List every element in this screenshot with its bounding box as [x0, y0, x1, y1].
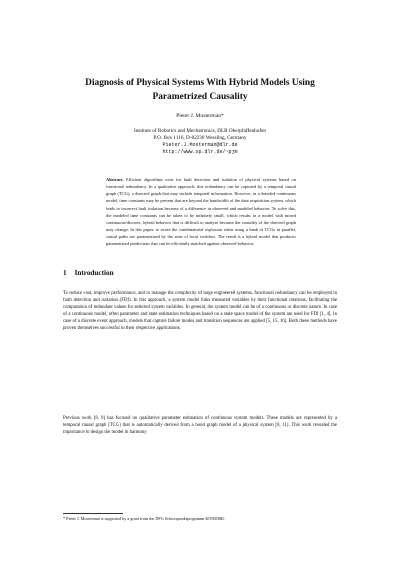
author-email: Pieter.J.Mosterman@dlr.de — [162, 142, 238, 148]
author-name: Pieter J. Mosterman* — [176, 113, 224, 119]
abstract-text: Efficient algorithms exist for fault detection and isolation of physical systems based on functional redundancy. In a qualitative approach, this redundancy can be captured by a temporal causal graph (TCG), a directed graph that may include temporal information. However, in a detailed continuous model, time constants may be present that are beyond the bandwidth of the data acquisition system, which leads to incorrect fault isolation because of a difference in observed and modeled behavior. To solve this, the modeled time constants can be taken to be infinitely small, which results in a model with mixed continuous/discrete, hybrid behavior that is difficult to analyze because the causality of the directed graph may change. In this paper, to avoid the combinatorial explosion when using a bank of TCGs in parallel, causal paths are parametrized by the state of local switches. The result is a hybrid model that produces parametrized predictions that can be efficiently matched against observed behavior. — [106, 177, 296, 247]
section-heading — [63, 269, 343, 278]
author-url: http://www.op.dlr.de/~pjm — [162, 149, 238, 155]
affiliation-institute: Institute of Robotics and Mechatronics, DLR Oberpfaffenhofen — [133, 128, 266, 134]
section-title: Introduction — [74, 269, 114, 277]
paper-title: Diagnosis of Physical Systems With Hybrid Models Using Parametrized Causality — [85, 78, 315, 102]
affiliation-block — [70, 128, 330, 156]
section-number: 1 — [63, 269, 67, 277]
footnote-rule — [63, 513, 123, 514]
footnote: * Pieter J. Mosterman is supported by a grant from the DFG Schwerpunktprogramm KONDISK. — [63, 516, 226, 521]
abstract — [106, 176, 296, 248]
abstract-heading: Abstract. — [106, 177, 124, 182]
body-paragraph-1: To reduce cost, improve performance, and to manage the complexity of large engineered systems, functional redundancy can be employed in fault detection and isolation (FDI). In this approach, a system model links measured variables by their functional relations, facilitating the computation of redundant values for selected system variables. In general, the system model can be of a continuous or discrete nature. In case of a continuous model, often parameter and state estimation techniques based on a state space model of the system are used for FDI [1, 4]. In case of a discrete event approach, models that capture failure modes and transition sequences are applied [5, 15, 16]. Both these methods have proven themselves successful in their respective applications. — [63, 291, 337, 331]
body-paragraph-2: Previous work [8, 9] has focused on qualitative parameter estimation of continuous system models. These models are represented by a temporal causal graph (TCG) that is automatically derived from a bond graph model of a physical system [8, 11]. This work revealed the importance to design the model in harmony — [63, 416, 337, 435]
affiliation-address: P.O. Box 1116, D-82230 Wessling, Germany — [153, 135, 247, 141]
